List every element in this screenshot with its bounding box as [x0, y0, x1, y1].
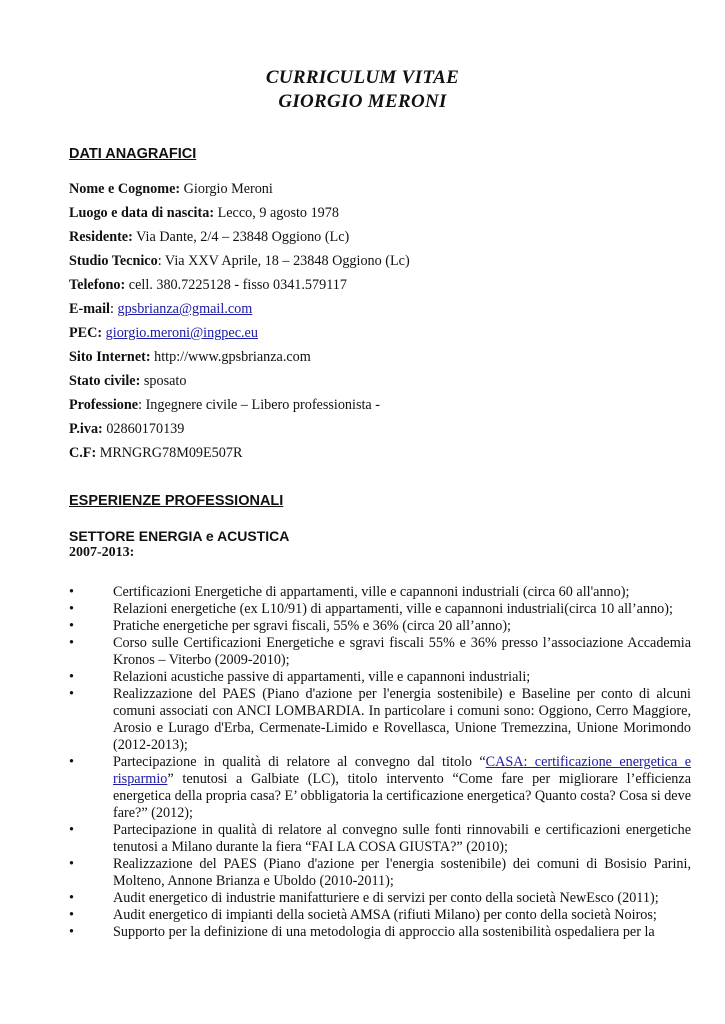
email-link[interactable]: gpsbrianza@gmail.com [117, 301, 253, 317]
info-value: sposato [140, 373, 187, 389]
years-range: 2007-2013: [69, 545, 135, 560]
list-item-text: Partecipazione in qualità di relatore al convegno sulle fonti rinnovabili e certificazioni energetiche tenutosi a Milano durante la fiera “FAI LA COSA GIUSTA?” (2010); [113, 822, 691, 855]
info-label: C.F: [69, 445, 97, 461]
info-row-nome [69, 181, 273, 198]
info-value: Lecco, 9 agosto 1978 [214, 205, 339, 221]
section-heading-esperienze: ESPERIENZE PROFESSIONALI [69, 493, 284, 509]
list-item [69, 686, 691, 754]
info-label: Studio Tecnico [69, 253, 158, 269]
info-label: Nome e Cognome: [69, 181, 181, 197]
info-label: Stato civile: [69, 373, 141, 389]
bullet-icon: • [69, 822, 74, 838]
bullet-icon: • [69, 669, 74, 685]
list-item-text: Supporto per la definizione di una metodologia di approccio alla sostenibilità ospedaliera per la [113, 924, 655, 940]
bullet-icon: • [69, 890, 74, 906]
bullet-icon: • [69, 635, 74, 651]
info-value: MRNGRG78M09E507R [96, 445, 243, 461]
list-item [69, 669, 691, 686]
bullet-icon: • [69, 686, 74, 702]
bullet-icon: • [69, 584, 74, 600]
info-label: Residente: [69, 229, 133, 245]
list-item [69, 635, 691, 669]
convegno-casa-link[interactable]: CASA: certificazione energetica e risparmio [113, 754, 692, 787]
list-item-text: Realizzazione del PAES (Piano d'azione per l'energia sostenibile) dei comuni di Bosisio Parini, Molteno, Annone Brianza e Uboldo (2010-2011); [113, 856, 691, 889]
info-row-studio [69, 253, 410, 270]
info-value: cell. 380.7225128 - fisso 0341.579117 [125, 277, 347, 293]
list-item [69, 856, 691, 890]
info-row-professione [69, 397, 380, 414]
list-item [69, 584, 691, 601]
list-item-text: Realizzazione del PAES (Piano d'azione per l'energia sostenibile) e Baseline per conto di alcuni comuni associati con ANCI LOMBARDIA. In particolare i comuni sono: Oggiono, Cerro Maggiore, Arosio e Lurago d'Erba, Cermenate-Limido e Rovellasca, Unione Tremezzina, Unione Morimondo (2012-2013); [113, 686, 691, 753]
info-row-sito [69, 349, 311, 366]
bullet-icon: • [69, 924, 74, 940]
info-value: : Via XXV Aprile, 18 – 23848 Oggiono (Lc) [157, 253, 410, 269]
list-item-text: Audit energetico di industrie manifatturiere e di servizi per conto della società NewEsco (2011); [113, 890, 659, 906]
info-value: Giorgio Meroni [180, 181, 273, 197]
list-item-text-post: ” tenutosi a Galbiate (LC), titolo intervento “Come fare per migliorare l’efficienza energetica della propria casa? E’ obbligatoria la certificazione energetica? Quanto costa? Cosa si deve fare?” (2012); [113, 771, 691, 821]
bullet-icon: • [69, 907, 74, 923]
list-item-text: Pratiche energetiche per sgravi fiscali, 55% e 36% (circa 20 all’anno); [113, 618, 511, 634]
info-label: Sito Internet: [69, 349, 151, 365]
bullet-icon: • [69, 618, 74, 634]
pec-link[interactable]: giorgio.meroni@ingpec.eu [105, 325, 258, 341]
info-value: : Ingegnere civile – Libero professionista - [138, 397, 380, 413]
info-row-email [69, 301, 252, 318]
info-row-piva [69, 421, 184, 438]
list-item [69, 822, 691, 856]
section-heading-dati-anagrafici: DATI ANAGRAFICI [69, 146, 197, 162]
experience-list [69, 584, 691, 941]
list-item [69, 907, 691, 924]
info-label: P.iva: [69, 421, 103, 437]
info-label: PEC: [69, 325, 103, 341]
subsection-heading-settore: SETTORE ENERGIA e ACUSTICA [69, 528, 290, 544]
list-item-text-pre: Partecipazione in qualità di relatore al convegno dal titolo “ [113, 754, 486, 770]
list-item [69, 618, 691, 635]
list-item [69, 890, 691, 907]
bullet-icon: • [69, 856, 74, 872]
info-row-telefono [69, 277, 347, 294]
list-item-text: Relazioni acustiche passive di appartamenti, ville e capannoni industriali; [113, 669, 531, 685]
bullet-icon: • [69, 754, 74, 770]
list-item-text: Corso sulle Certificazioni Energetiche e sgravi fiscali 55% e 36% presso l’associazione Accademia Kronos – Viterbo (2009-2010); [113, 635, 691, 668]
info-value: 02860170139 [102, 421, 185, 437]
info-label: Luogo e data di nascita: [69, 205, 215, 221]
info-row-cf [69, 445, 242, 462]
info-row-residente [69, 229, 349, 246]
document-subtitle-name: GIORGIO MERONI [278, 91, 447, 112]
info-value: http://www.gpsbrianza.com [150, 349, 311, 365]
info-row-pec [69, 325, 258, 342]
list-item [69, 754, 691, 822]
bullet-icon: • [69, 601, 74, 617]
info-label: E-mail [69, 301, 110, 317]
list-item-text [113, 754, 691, 822]
list-item [69, 601, 691, 618]
info-label: Telefono: [69, 277, 126, 293]
info-row-nascita [69, 205, 339, 222]
info-value: : [109, 301, 118, 317]
list-item-text: Relazioni energetiche (ex L10/91) di appartamenti, ville e capannoni industriali(circa 10 all’anno); [113, 601, 673, 617]
info-label: Professione [69, 397, 139, 413]
list-item [69, 924, 691, 941]
info-row-stato-civile [69, 373, 186, 390]
list-item-text: Certificazioni Energetiche di appartamenti, ville e capannoni industriali (circa 60 all'anno); [113, 584, 630, 600]
info-value: Via Dante, 2/4 – 23848 Oggiono (Lc) [132, 229, 350, 245]
document-title: CURRICULUM VITAE [265, 67, 460, 88]
list-item-text: Audit energetico di impianti della società AMSA (rifiuti Milano) per conto della società Noiros; [113, 907, 657, 923]
